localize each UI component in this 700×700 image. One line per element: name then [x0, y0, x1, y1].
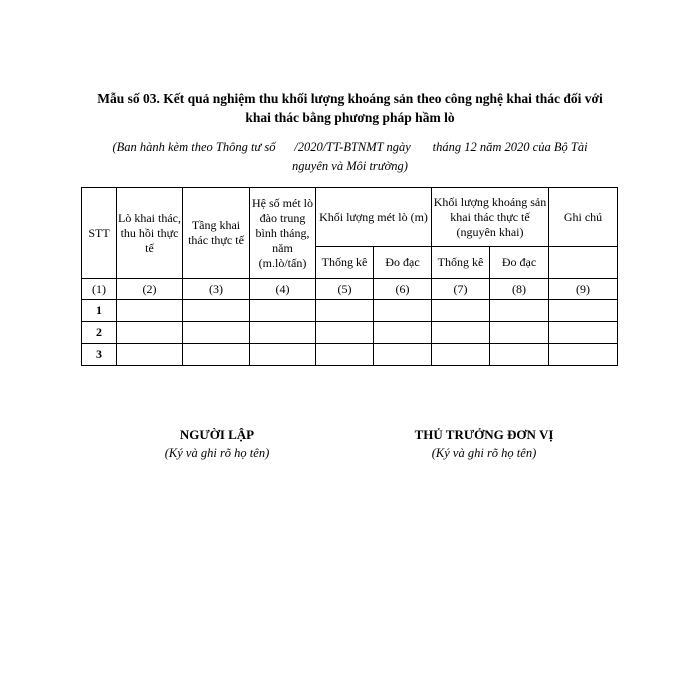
table-cell [183, 344, 250, 366]
form-title [80, 89, 620, 127]
form-title-line-2: khai thác bằng phương pháp hầm lò [245, 110, 455, 125]
header-ghi-chu-blank [549, 247, 618, 279]
preparer-note: (Ký và ghi rõ họ tên) [164, 446, 270, 460]
table-cell [250, 322, 316, 344]
table-cell [432, 322, 490, 344]
header-he-so: Hệ số mét lò đào trung bình tháng, năm (m.lò/tấn) [250, 188, 316, 279]
signature-preparer [117, 426, 317, 462]
signature-unit-head [384, 426, 584, 462]
table-cell [117, 300, 183, 322]
column-number: (2) [117, 279, 183, 300]
table-cell [117, 322, 183, 344]
header-stt: STT [82, 188, 117, 279]
header-row-1 [82, 188, 618, 247]
column-number: (4) [250, 279, 316, 300]
table-cell [374, 300, 432, 322]
table-cell [316, 300, 374, 322]
row-stt: 1 [82, 300, 117, 322]
table-cell [549, 344, 618, 366]
table-cell [549, 322, 618, 344]
column-number: (9) [549, 279, 618, 300]
form-title-line-1: Mẫu số 03. Kết quả nghiệm thu khối lượng khoáng sản theo công nghệ khai thác đối với [97, 91, 603, 106]
table-row [82, 300, 618, 322]
header-do-dac-2: Đo đạc [490, 247, 549, 279]
table-cell [183, 300, 250, 322]
header-tang-khai-thac: Tầng khai thác thực tế [183, 188, 250, 279]
row-stt: 2 [82, 322, 117, 344]
table-cell [374, 322, 432, 344]
header-do-dac-1: Đo đạc [374, 247, 432, 279]
column-number: (7) [432, 279, 490, 300]
unit-head-role: THỦ TRƯỞNG ĐƠN VỊ [414, 427, 554, 442]
table-cell [490, 300, 549, 322]
table-cell [432, 344, 490, 366]
table-cell [490, 344, 549, 366]
table-cell [250, 344, 316, 366]
column-number: (3) [183, 279, 250, 300]
table-cell [117, 344, 183, 366]
table-cell [374, 344, 432, 366]
column-number-row [82, 279, 618, 300]
header-khoi-luong-met-lo: Khối lượng mét lò (m) [316, 188, 432, 247]
row-stt: 3 [82, 344, 117, 366]
header-khoi-luong-khoang-san: Khối lượng khoáng sản khai thác thực tế (nguyên khai) [432, 188, 549, 247]
form-subtitle-line-2: nguyên và Môi trường) [292, 159, 408, 173]
table-row [82, 344, 618, 366]
column-number: (5) [316, 279, 374, 300]
results-table [81, 187, 618, 366]
header-thong-ke-1: Thống kê [316, 247, 374, 279]
table-cell [250, 300, 316, 322]
header-lo-khai-thac: Lò khai thác, thu hồi thực tế [117, 188, 183, 279]
table-cell [316, 322, 374, 344]
table-cell [549, 300, 618, 322]
column-number: (8) [490, 279, 549, 300]
preparer-role: NGƯỜI LẬP [179, 427, 255, 442]
form-subtitle [84, 138, 616, 176]
table-cell [432, 300, 490, 322]
header-ghi-chu: Ghi chú [549, 188, 618, 247]
header-thong-ke-2: Thống kê [432, 247, 490, 279]
unit-head-note: (Ký và ghi rõ họ tên) [431, 446, 537, 460]
table-cell [490, 322, 549, 344]
form-subtitle-line-1: (Ban hành kèm theo Thông tư số /2020/TT-BTNMT ngày tháng 12 năm 2020 của Bộ Tài [112, 140, 588, 154]
table-row [82, 322, 618, 344]
column-number: (1) [82, 279, 117, 300]
table-cell [183, 322, 250, 344]
table-cell [316, 344, 374, 366]
column-number: (6) [374, 279, 432, 300]
